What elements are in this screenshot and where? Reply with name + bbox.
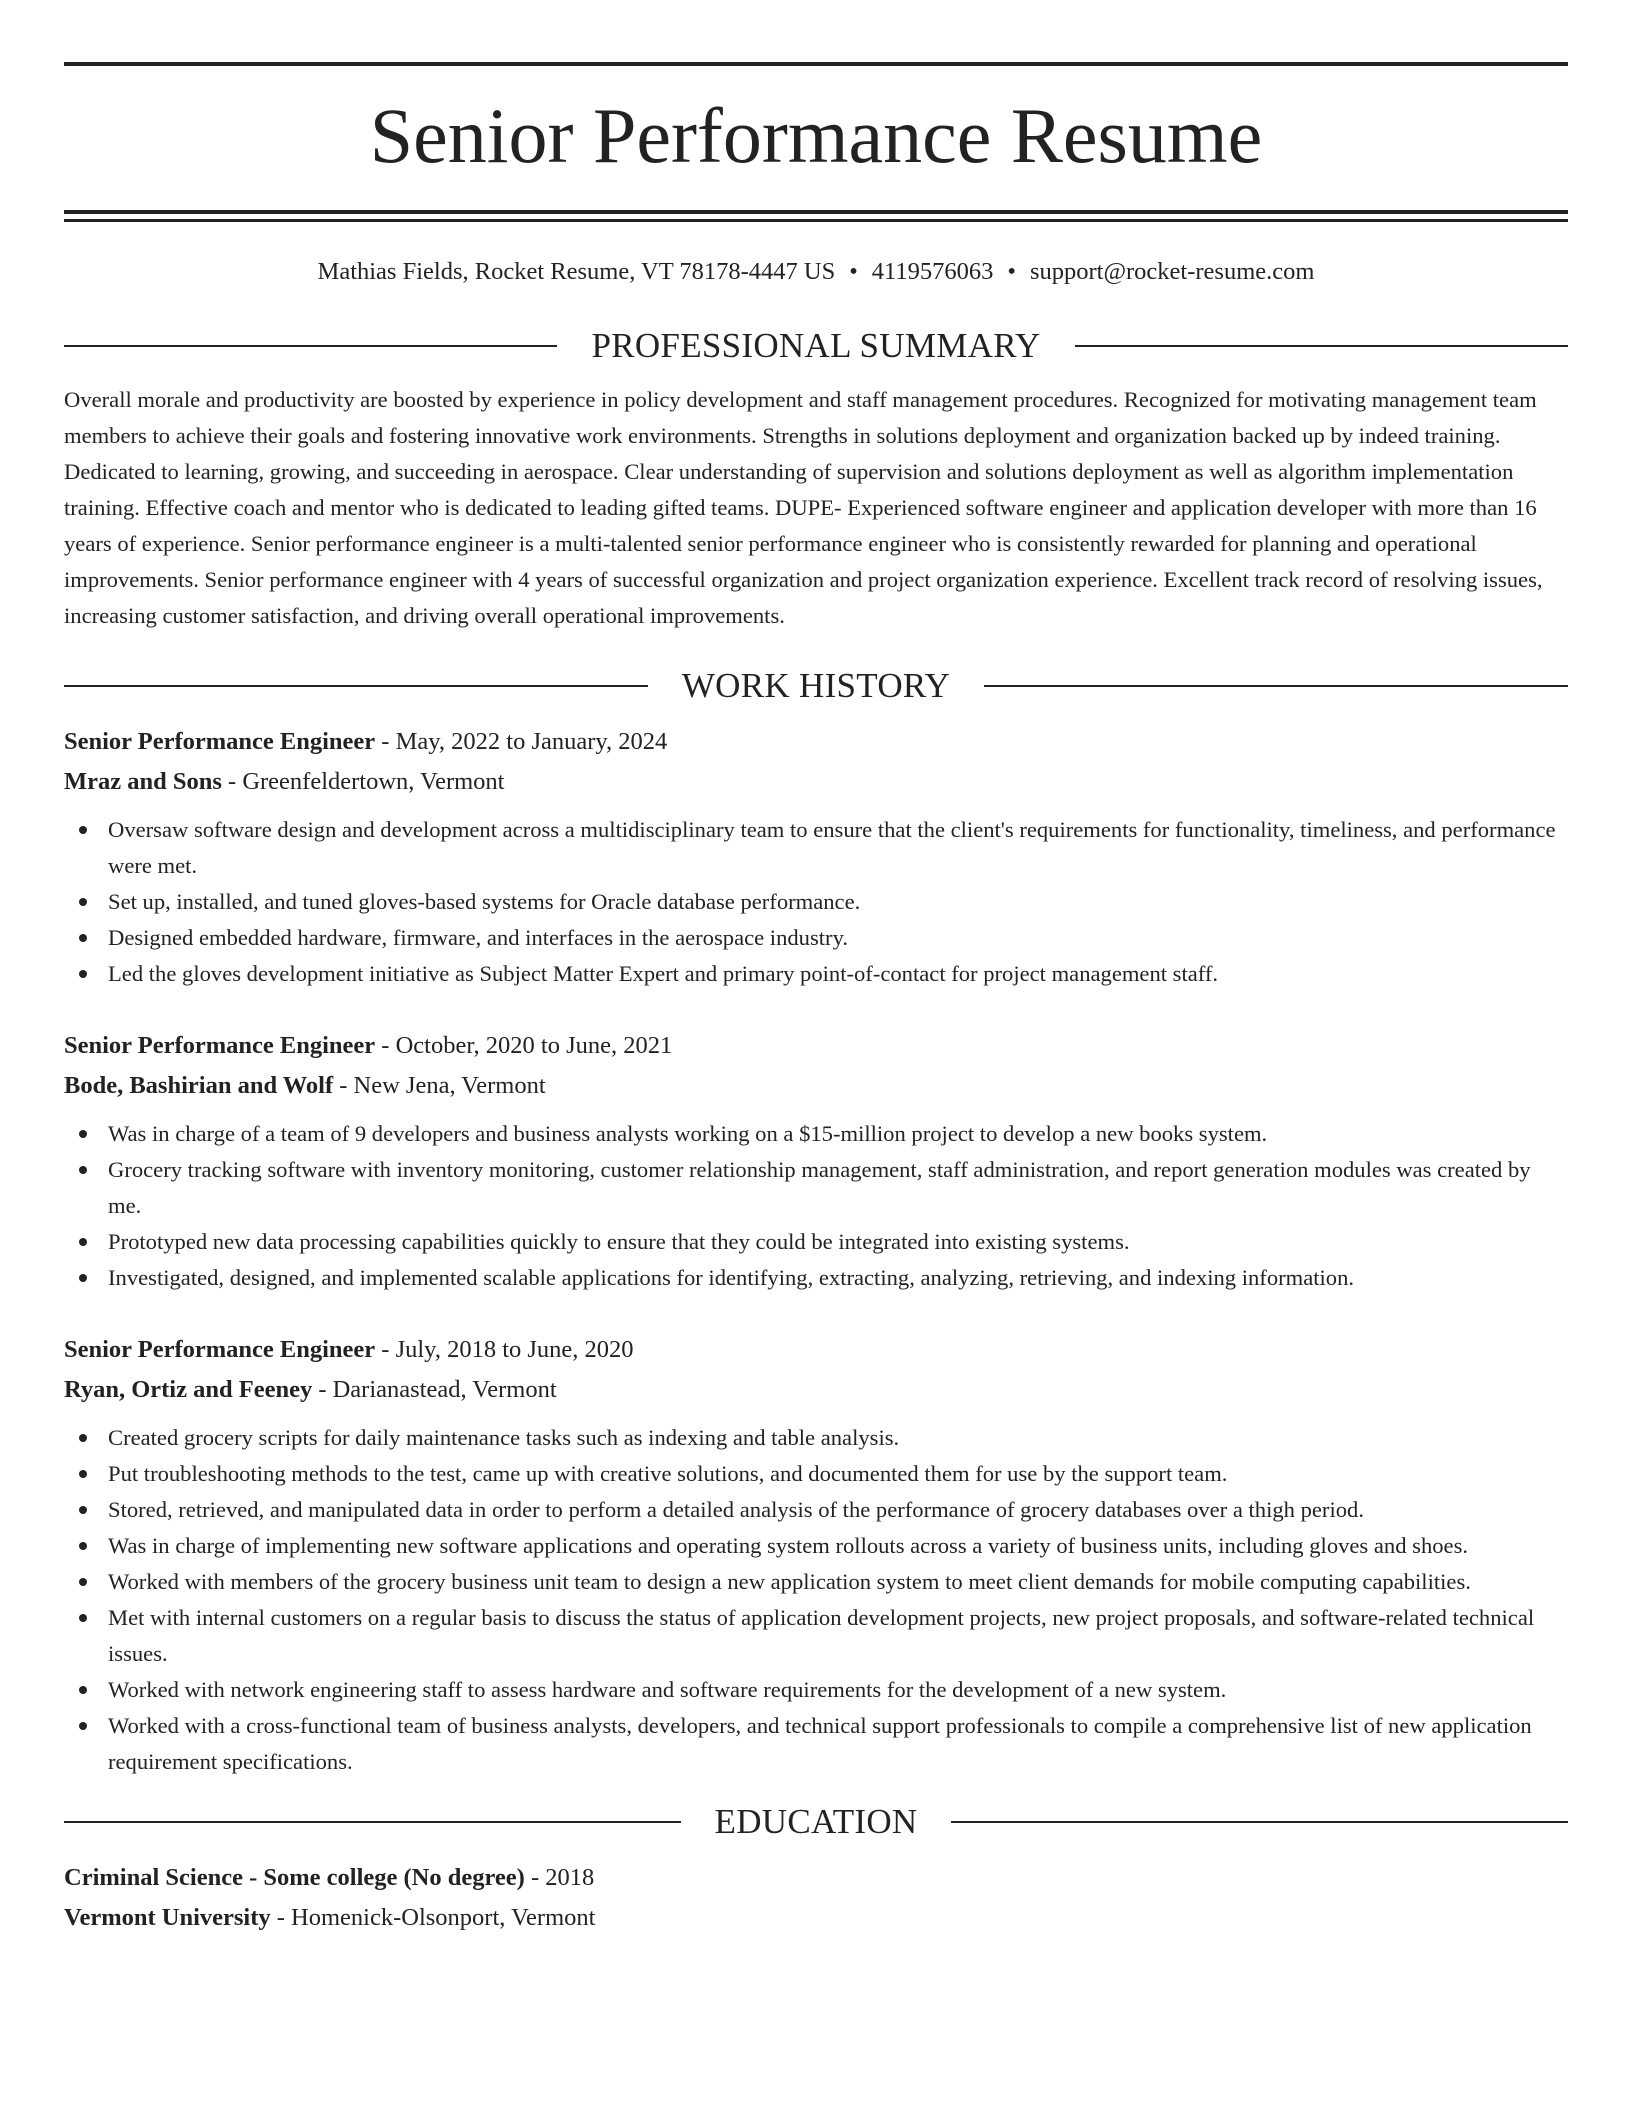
job-company-line [64, 1370, 1568, 1410]
list-item [64, 1152, 1568, 1224]
job-company-line [64, 762, 1568, 802]
list-item [64, 1224, 1568, 1260]
bullet-icon [79, 1166, 87, 1174]
job-location: - Darianastead, Vermont [312, 1376, 557, 1403]
list-item [64, 1600, 1568, 1672]
job-dates: - October, 2020 to June, 2021 [375, 1032, 673, 1059]
bullet-text: Was in charge of a team of 9 developers and business analysts working on a $15-million project to develop a new books system. [108, 1121, 1268, 1146]
bullet-text: Designed embedded hardware, firmware, and interfaces in the aerospace industry. [108, 925, 849, 950]
bullet-icon [79, 1238, 87, 1246]
job-location: - Greenfeldertown, Vermont [221, 768, 505, 795]
bullet-icon [79, 970, 87, 978]
bullet-text: Was in charge of implementing new software applications and operating system rollouts across a variety of business units, including gloves and shoes. [108, 1533, 1469, 1558]
heading-rule [64, 685, 648, 687]
bullet-icon [79, 1434, 87, 1442]
job-company-line [64, 1066, 1568, 1106]
bullet-text: Put troubleshooting methods to the test, came up with creative solutions, and documented them for use by the support team. [108, 1461, 1228, 1486]
list-item [64, 1420, 1568, 1456]
heading-rule [64, 1821, 681, 1823]
contact-separator: • [849, 258, 858, 285]
job-title: Senior Performance Engineer [64, 1336, 376, 1363]
work-history-heading [64, 664, 1568, 708]
job-entry [64, 722, 1568, 992]
title-rule-upper [64, 210, 1568, 214]
heading-rule [951, 1821, 1568, 1823]
bullet-icon [79, 1274, 87, 1282]
contact-email[interactable]: support@rocket-resume.com [1029, 258, 1315, 285]
bullet-icon [79, 826, 87, 834]
list-item [64, 1492, 1568, 1528]
bullet-icon [79, 1686, 87, 1694]
list-item [64, 1708, 1568, 1780]
education-school-line [64, 1898, 1568, 1938]
list-item [64, 884, 1568, 920]
job-dates: - May, 2022 to January, 2024 [375, 728, 668, 755]
summary-heading [64, 324, 1568, 368]
contact-address: Mathias Fields, Rocket Resume, VT 78178-4447 US [317, 258, 836, 285]
bullet-text: Worked with network engineering staff to assess hardware and software requirements for the development of a new system. [108, 1677, 1227, 1702]
job-title: Senior Performance Engineer [64, 728, 376, 755]
education-degree-line [64, 1858, 1568, 1898]
list-item [64, 1260, 1568, 1296]
bullet-text: Prototyped new data processing capabilities quickly to ensure that they could be integrated into existing systems. [108, 1229, 1130, 1254]
bullet-text: Led the gloves development initiative as Subject Matter Expert and primary point-of-contact for project management staff. [108, 961, 1219, 986]
list-item [64, 1672, 1568, 1708]
bullet-icon [79, 1130, 87, 1138]
list-item [64, 1116, 1568, 1152]
list-item [64, 1528, 1568, 1564]
job-bullets [64, 1116, 1568, 1296]
list-item [64, 920, 1568, 956]
job-company: Ryan, Ortiz and Feeney [64, 1376, 313, 1403]
heading-rule [1075, 345, 1568, 347]
heading-rule [64, 345, 557, 347]
bullet-text: Worked with a cross-functional team of business analysts, developers, and technical support professionals to compile a comprehensive list of new application requirement specifications. [108, 1713, 1532, 1774]
bullet-text: Stored, retrieved, and manipulated data in order to perform a detailed analysis of the performance of grocery databases over a thigh period. [108, 1497, 1364, 1522]
job-dates: - July, 2018 to June, 2020 [375, 1336, 634, 1363]
education-heading [64, 1800, 1568, 1844]
bullet-icon [79, 1506, 87, 1514]
bullet-icon [79, 1578, 87, 1586]
top-rule [64, 62, 1568, 66]
list-item [64, 812, 1568, 884]
job-title-line [64, 722, 1568, 762]
education-school: Vermont University [64, 1904, 271, 1931]
bullet-text: Set up, installed, and tuned gloves-based systems for Oracle database performance. [108, 889, 861, 914]
page-title: Senior Performance Resume [369, 92, 1263, 179]
section-heading-label: EDUCATION [714, 1802, 918, 1841]
heading-rule [984, 685, 1568, 687]
title-rule-lower [64, 219, 1568, 222]
bullet-text: Oversaw software design and development across a multidisciplinary team to ensure that the client's requirements for functionality, timeliness, and performance were met. [108, 817, 1556, 878]
list-item [64, 1564, 1568, 1600]
bullet-text: Created grocery scripts for daily maintenance tasks such as indexing and table analysis. [108, 1425, 900, 1450]
contact-line [64, 256, 1568, 288]
section-heading-label: WORK HISTORY [681, 666, 951, 705]
job-title-line [64, 1026, 1568, 1066]
summary-text: Overall morale and productivity are boosted by experience in policy development and staff management procedures. Recognized for motivating management team members to achieve their goals and fostering innovative work environments. Strengths in solutions deployment and organization backed up by indeed training. Dedicated to learning, growing, and succeeding in aerospace. Clear understanding of supervision and solutions deployment as well as algorithm implementation training. Effective coach and mentor who is dedicated to leading gifted teams. DUPE- Experienced software engineer and application developer with more than 16 years of experience. Senior performance engineer is a multi-talented senior performance engineer who is consistently rewarded for planning and operational improvements. Senior performance engineer with 4 years of successful organization and project organization experience. Excellent track record of resolving issues, increasing customer satisfaction, and driving overall operational improvements. [64, 387, 1543, 628]
bullet-text: Investigated, designed, and implemented scalable applications for identifying, extracting, analyzing, retrieving, and indexing information. [108, 1265, 1355, 1290]
job-title-line [64, 1330, 1568, 1370]
job-bullets [64, 812, 1568, 992]
job-location: - New Jena, Vermont [333, 1072, 546, 1099]
job-company: Mraz and Sons [64, 768, 222, 795]
education-year: - 2018 [524, 1864, 595, 1891]
bullet-icon [79, 1614, 87, 1622]
list-item [64, 1456, 1568, 1492]
job-bullets [64, 1420, 1568, 1780]
contact-separator: • [1007, 258, 1016, 285]
contact-phone: 4119576063 [871, 258, 994, 285]
job-entry [64, 1330, 1568, 1780]
bullet-icon [79, 1470, 87, 1478]
bullet-text: Worked with members of the grocery business unit team to design a new application system to meet client demands for mobile computing capabilities. [108, 1569, 1471, 1594]
bullet-icon [79, 1722, 87, 1730]
bullet-text: Met with internal customers on a regular basis to discuss the status of application development projects, new project proposals, and software-related technical issues. [108, 1605, 1535, 1666]
job-entry [64, 1026, 1568, 1296]
job-title: Senior Performance Engineer [64, 1032, 376, 1059]
bullet-text: Grocery tracking software with inventory monitoring, customer relationship management, staff administration, and report generation modules was created by me. [108, 1157, 1531, 1218]
bullet-icon [79, 898, 87, 906]
list-item [64, 956, 1568, 992]
bullet-icon [79, 934, 87, 942]
education-degree: Criminal Science - Some college (No degree) [64, 1864, 525, 1891]
section-heading-label: PROFESSIONAL SUMMARY [591, 326, 1041, 365]
education-entry [64, 1858, 1568, 1938]
bullet-icon [79, 1542, 87, 1550]
job-company: Bode, Bashirian and Wolf [64, 1072, 334, 1099]
education-location: - Homenick-Olsonport, Vermont [270, 1904, 596, 1931]
